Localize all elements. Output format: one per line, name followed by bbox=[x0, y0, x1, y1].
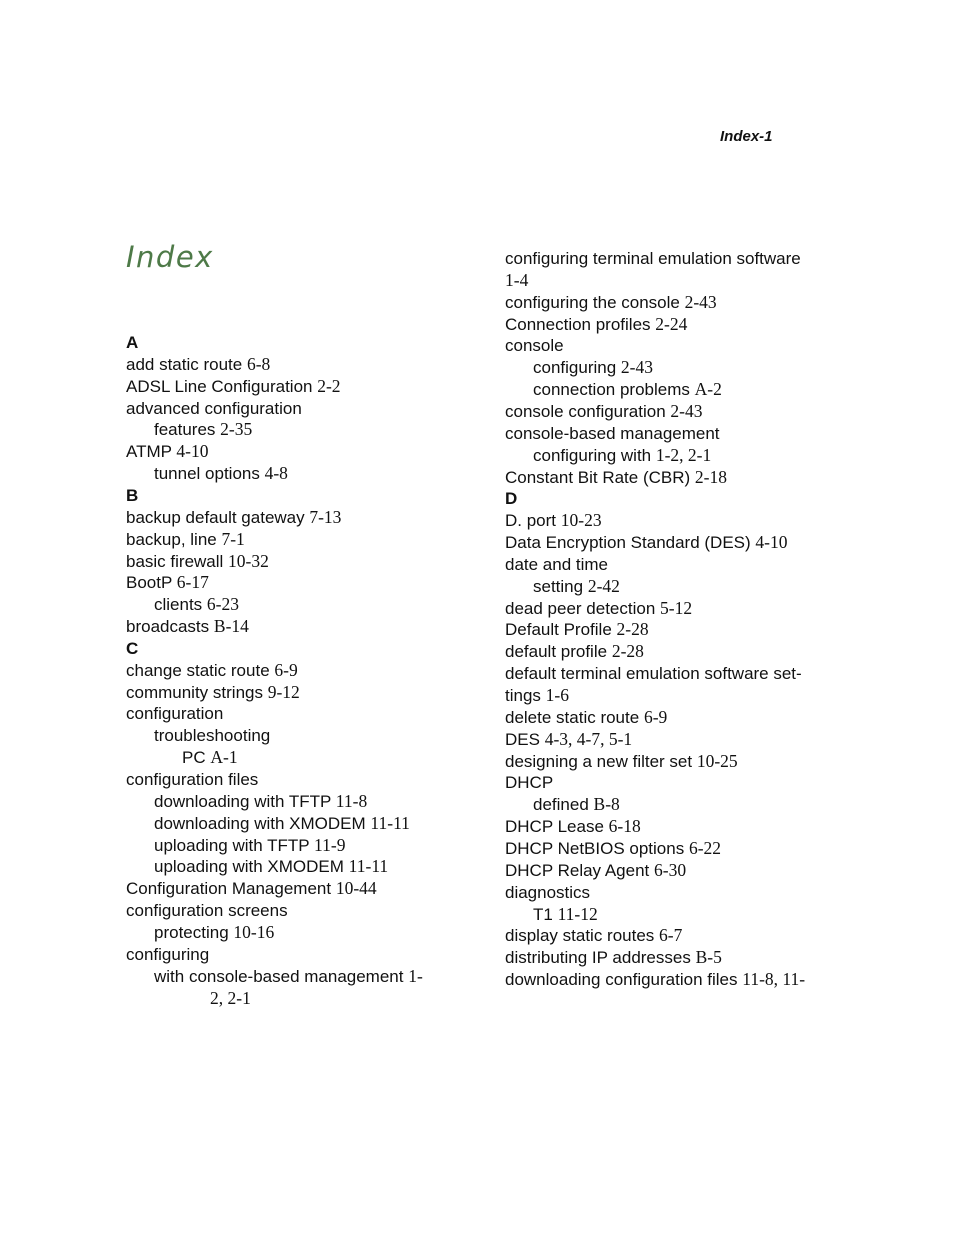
index-term: DHCP Relay Agent bbox=[505, 860, 650, 880]
index-term: default profile bbox=[505, 642, 608, 662]
index-entry bbox=[505, 292, 717, 314]
index-term: diagnostics bbox=[505, 882, 591, 902]
index-entry bbox=[126, 769, 258, 791]
index-term: display static routes bbox=[505, 926, 655, 946]
index-page-ref: 1-4 bbox=[505, 269, 529, 290]
index-term: with console-based management bbox=[154, 966, 404, 986]
index-entry bbox=[154, 922, 274, 944]
index-page-ref: 2-43 bbox=[620, 357, 653, 378]
index-entry bbox=[533, 379, 722, 401]
index-term: T1 bbox=[533, 904, 553, 924]
index-page-ref: 2-42 bbox=[587, 575, 620, 596]
index-term: ATMP bbox=[126, 442, 172, 462]
index-term: downloading with XMODEM bbox=[154, 813, 366, 833]
index-entry bbox=[533, 576, 620, 598]
index-entry bbox=[505, 751, 738, 773]
index-entry bbox=[505, 772, 553, 794]
index-term: DHCP bbox=[505, 773, 554, 793]
index-term: console configuration bbox=[505, 401, 666, 421]
index-page-ref: 9-12 bbox=[267, 681, 300, 702]
index-term: date and time bbox=[505, 554, 609, 574]
index-entry bbox=[505, 882, 590, 904]
index-entry bbox=[505, 554, 608, 576]
index-section-letter: D bbox=[505, 489, 518, 509]
index-entry bbox=[126, 398, 302, 420]
index-page-ref: 11-11 bbox=[348, 856, 389, 877]
index-entry bbox=[505, 816, 641, 838]
index-entry bbox=[154, 725, 270, 747]
index-term: backup, line bbox=[126, 529, 217, 549]
index-term: Default Profile bbox=[505, 620, 612, 640]
index-term: tunnel options bbox=[154, 464, 260, 484]
index-page-ref: 11-12 bbox=[557, 903, 598, 924]
index-entry bbox=[126, 616, 249, 638]
index-entry bbox=[154, 419, 252, 441]
index-entry bbox=[505, 270, 528, 292]
index-page-ref: 2-2 bbox=[317, 375, 341, 396]
index-page-ref: 4-8 bbox=[264, 463, 288, 484]
index-term: backup default gateway bbox=[126, 507, 305, 527]
index-page-ref: 6-9 bbox=[274, 659, 298, 680]
index-page-ref: A-2 bbox=[694, 379, 722, 400]
index-term: console bbox=[505, 336, 564, 356]
index-entry bbox=[126, 529, 245, 551]
index-term: setting bbox=[533, 576, 584, 596]
index-entry bbox=[126, 441, 208, 463]
index-page-ref: 6-22 bbox=[688, 837, 722, 858]
index-entry bbox=[126, 878, 377, 900]
index-term: clients bbox=[154, 595, 203, 615]
index-term: configuring bbox=[533, 358, 617, 378]
index-entry bbox=[505, 248, 801, 270]
index-term: basic firewall bbox=[126, 551, 224, 571]
index-entry bbox=[126, 900, 288, 922]
index-term: delete static route bbox=[505, 707, 640, 727]
index-entry bbox=[154, 835, 345, 857]
index-entry bbox=[126, 551, 269, 573]
index-term: add static route bbox=[126, 354, 243, 374]
index-page-ref: B-8 bbox=[593, 794, 620, 815]
index-term: dead peer detection bbox=[505, 598, 656, 618]
index-term: configuring bbox=[126, 944, 210, 964]
index-term: advanced configuration bbox=[126, 398, 302, 418]
index-entry bbox=[505, 467, 727, 489]
index-entry bbox=[505, 532, 787, 554]
index-term: community strings bbox=[126, 682, 263, 702]
index-page-ref: 2-24 bbox=[655, 313, 688, 334]
index-entry bbox=[126, 376, 341, 398]
index-page-ref: 10-23 bbox=[560, 510, 602, 531]
index-term: console-based management bbox=[505, 423, 720, 443]
index-entry bbox=[505, 663, 802, 685]
index-term: configuration files bbox=[126, 770, 259, 789]
index-term: Data Encryption Standard (DES) bbox=[505, 533, 751, 553]
index-entry bbox=[154, 813, 410, 835]
index-page-ref: 1- bbox=[408, 965, 423, 986]
index-page-ref: 4-10 bbox=[176, 441, 209, 462]
index-page-ref: 6-17 bbox=[176, 572, 209, 593]
index-term: configuring terminal emulation software bbox=[505, 249, 801, 268]
index-term: DES bbox=[505, 729, 540, 749]
index-page-ref: 2-43 bbox=[684, 291, 717, 312]
index-term: configuration bbox=[126, 704, 224, 724]
index-entry bbox=[126, 507, 341, 529]
index-entry bbox=[533, 357, 653, 379]
page-title: Index bbox=[126, 240, 214, 274]
index-term: downloading configuration files bbox=[505, 970, 738, 990]
index-entry bbox=[126, 703, 223, 725]
index-entry bbox=[505, 619, 649, 641]
index-term: PC bbox=[182, 748, 206, 768]
index-section-letter: A bbox=[126, 333, 139, 352]
index-page-ref: 10-44 bbox=[335, 878, 377, 899]
index-page-ref: 6-18 bbox=[608, 816, 641, 837]
index-term: D. port bbox=[505, 511, 557, 531]
index-page-ref: 11-8, 11- bbox=[742, 969, 806, 990]
index-term: Connection profiles bbox=[505, 314, 651, 334]
index-entry bbox=[505, 947, 722, 969]
index-entry bbox=[154, 966, 423, 988]
index-page-ref: 7-13 bbox=[309, 506, 342, 527]
index-page-ref: 1-2, 2-1 bbox=[655, 444, 712, 465]
index-page-ref: 1-6 bbox=[545, 685, 569, 705]
index-term: uploading with XMODEM bbox=[154, 857, 344, 877]
index-entry bbox=[126, 944, 209, 966]
index-entry bbox=[533, 445, 711, 467]
index-term: connection problems bbox=[533, 380, 690, 400]
index-term: configuring the console bbox=[505, 292, 680, 312]
index-page-ref: 2-28 bbox=[616, 619, 649, 640]
index-page-ref: 6-23 bbox=[206, 594, 239, 615]
index-term: broadcasts bbox=[126, 617, 210, 637]
index-page-ref: 6-8 bbox=[246, 353, 271, 374]
index-term: Constant Bit Rate (CBR) bbox=[505, 467, 691, 487]
index-entry bbox=[505, 969, 805, 991]
index-entry bbox=[126, 660, 298, 682]
index-term: Configuration Management bbox=[126, 879, 332, 899]
index-page-ref: 7-1 bbox=[221, 528, 245, 549]
index-term: distributing IP addresses bbox=[505, 948, 691, 968]
index-entry bbox=[505, 335, 564, 357]
index-term: protecting bbox=[154, 922, 229, 942]
index-entry bbox=[505, 685, 569, 707]
index-page-ref: A-1 bbox=[210, 747, 238, 768]
index-entry bbox=[505, 860, 686, 882]
index-page-ref: B-14 bbox=[213, 616, 249, 637]
index-term: features bbox=[154, 420, 216, 440]
index-page-ref: 2-35 bbox=[220, 419, 253, 440]
index-term: downloading with TFTP bbox=[154, 791, 332, 811]
index-entry bbox=[154, 594, 239, 616]
index-entry bbox=[505, 510, 602, 532]
index-page-ref: 5-12 bbox=[660, 597, 693, 618]
index-entry bbox=[505, 641, 644, 663]
index-entry bbox=[154, 856, 388, 878]
index-term: DHCP Lease bbox=[505, 817, 604, 837]
index-term: uploading with TFTP bbox=[154, 835, 310, 855]
index-entry bbox=[210, 988, 251, 1010]
index-section-letter: B bbox=[126, 485, 139, 505]
index-page-ref: 2-28 bbox=[611, 641, 644, 662]
index-term: DHCP NetBIOS options bbox=[505, 838, 685, 858]
index-term: change static route bbox=[126, 660, 270, 680]
index-entry bbox=[126, 354, 270, 376]
index-term: ADSL Line Configuration bbox=[126, 376, 313, 396]
index-page-ref: 10-25 bbox=[696, 750, 738, 771]
index-entry bbox=[126, 682, 300, 704]
index-entry bbox=[505, 925, 682, 947]
index-page-ref: 2-18 bbox=[694, 466, 727, 487]
index-page-ref: 11-8 bbox=[335, 790, 368, 811]
index-entry bbox=[533, 794, 620, 816]
index-term: troubleshooting bbox=[154, 726, 271, 746]
index-term: BootP bbox=[126, 573, 173, 593]
index-entry bbox=[182, 747, 238, 769]
index-section-letter: C bbox=[126, 638, 139, 658]
index-entry bbox=[505, 729, 632, 751]
index-term: designing a new filter set bbox=[505, 751, 693, 771]
index-page-ref: 10-32 bbox=[228, 550, 269, 571]
index-page-ref: 6-9 bbox=[643, 706, 668, 727]
index-entry bbox=[505, 423, 720, 445]
index-page-ref: 2, 2-1 bbox=[210, 987, 251, 1008]
index-page-ref: 4-3, 4-7, 5-1 bbox=[544, 728, 633, 749]
index-entry bbox=[505, 314, 687, 336]
index-entry bbox=[505, 707, 667, 729]
index-page-ref: 10-16 bbox=[233, 921, 275, 942]
index-entry bbox=[154, 791, 367, 813]
index-term: default terminal emulation software set- bbox=[505, 664, 802, 684]
index-entry bbox=[126, 572, 209, 594]
index-term: configuring with bbox=[533, 445, 652, 465]
index-page-ref: 2-43 bbox=[670, 400, 703, 421]
index-page-ref: 4-10 bbox=[755, 532, 788, 553]
index-page-ref: 6-7 bbox=[659, 925, 683, 946]
index-entry bbox=[533, 904, 598, 926]
running-head: Index-1 bbox=[720, 128, 773, 145]
index-entry bbox=[154, 463, 288, 485]
index-term: defined bbox=[533, 795, 589, 815]
index-term: tings bbox=[505, 686, 541, 705]
index-page-ref: 6-30 bbox=[654, 859, 687, 880]
index-page-ref: 11-9 bbox=[314, 834, 346, 855]
index-page-ref: B-5 bbox=[695, 947, 722, 968]
index-page-ref: 11-11 bbox=[370, 812, 410, 833]
index-entry bbox=[505, 598, 692, 620]
index-entry bbox=[505, 838, 721, 860]
index-term: configuration screens bbox=[126, 901, 288, 921]
index-entry bbox=[505, 401, 702, 423]
